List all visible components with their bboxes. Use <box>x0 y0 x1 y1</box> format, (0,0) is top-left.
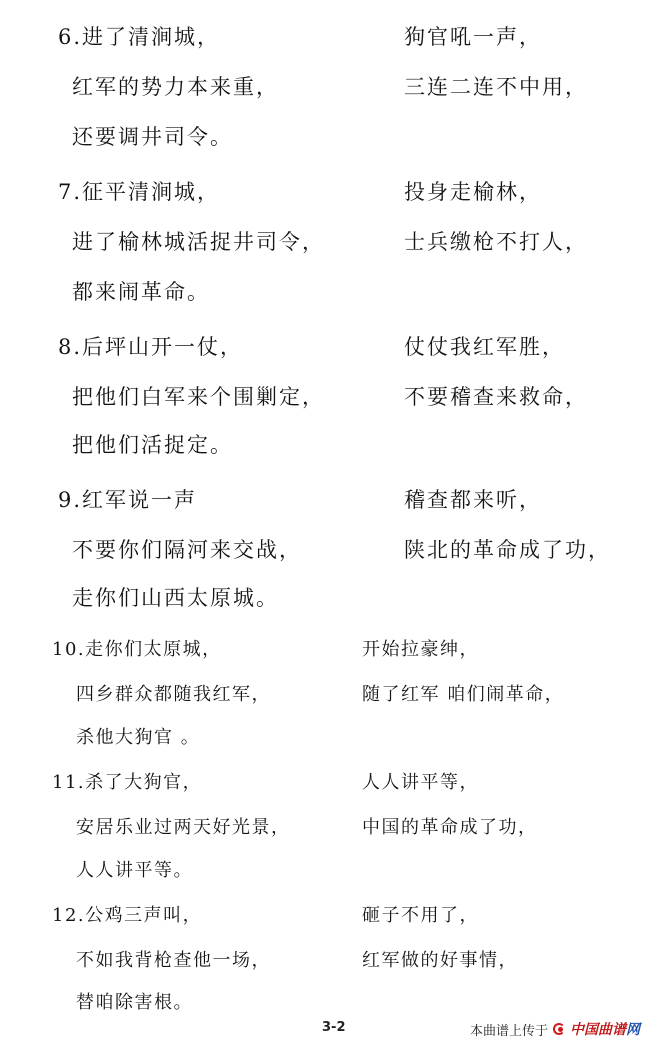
verse-number: 8. <box>58 335 83 359</box>
verse-9-right-2: 陕北的革命成了功， <box>404 538 611 562</box>
verse-text: 红军说一声 <box>82 488 198 512</box>
verse-7-right-1: 投身走榆林， <box>404 180 542 204</box>
verse-number: 9. <box>58 488 83 512</box>
verse-11-line-1 <box>52 774 202 792</box>
verse-9-line-1 <box>58 490 197 511</box>
verse-8-right-2: 不要稽查来救命， <box>404 385 588 409</box>
verse-6-line-1 <box>58 27 220 48</box>
verse-12-right-2: 红军做的好事情， <box>362 950 518 971</box>
verse-6-right-1: 狗官吼一声， <box>404 25 542 49</box>
credit-text: 本曲谱上传于 <box>470 1023 549 1039</box>
verse-8-line-2: 把他们白军来个围剿定， <box>72 385 325 409</box>
verse-11-line-3: 人人讲平等。 <box>76 860 193 881</box>
verse-number: 11. <box>52 772 86 793</box>
upload-credit <box>470 1019 640 1039</box>
verse-7-right-2: 士兵缴枪不打人， <box>404 230 588 254</box>
verse-6-line-3: 还要调井司令。 <box>72 125 233 149</box>
verse-10-right-1: 开始拉豪绅， <box>362 639 479 660</box>
verse-text: 进了清涧城， <box>82 25 221 49</box>
verse-8-line-1 <box>58 337 243 358</box>
verse-7-line-3: 都来闹革命。 <box>72 280 210 304</box>
verse-text: 走你们太原城， <box>85 639 222 660</box>
verse-10-line-1 <box>52 641 222 659</box>
verse-number: 10. <box>52 639 86 660</box>
site-name-part-1: 中国 <box>570 1022 599 1038</box>
verse-7-line-2: 进了榆林城活捉井司令， <box>72 230 325 254</box>
site-name[interactable] <box>570 1019 640 1039</box>
verse-6-line-2: 红军的势力本来重， <box>72 75 279 99</box>
verse-12-line-2: 不如我背枪查他一场， <box>76 950 271 971</box>
verse-10-right-2: 随了红军 咱们闹革命， <box>362 684 565 705</box>
page-number: 3-2 <box>322 1020 346 1035</box>
verse-8-line-3: 把他们活捉定。 <box>72 433 233 457</box>
verse-11-right-2: 中国的革命成了功， <box>362 817 538 838</box>
verse-12-line-3: 替咱除害根。 <box>76 992 193 1013</box>
verse-number: 7. <box>58 180 83 204</box>
verse-10-line-2: 四乡群众都随我红军， <box>76 684 271 705</box>
verse-text: 征平清涧城， <box>82 180 221 204</box>
verse-text: 公鸡三声叫， <box>85 905 203 926</box>
verse-12-right-1: 砸子不用了， <box>362 905 479 926</box>
site-name-part-2: 曲谱 <box>598 1022 627 1038</box>
verse-text: 后坪山开一仗， <box>82 335 244 359</box>
verse-9-line-3: 走你们山西太原城。 <box>72 586 279 610</box>
verse-10-line-3: 杀他大狗官 。 <box>76 727 201 748</box>
verse-number: 6. <box>58 25 83 49</box>
verse-6-right-2: 三连二连不中用， <box>404 75 588 99</box>
verse-8-right-1: 仗仗我红军胜， <box>404 335 565 359</box>
verse-9-line-2: 不要你们隔河来交战， <box>72 538 302 562</box>
verse-text: 杀了大狗官， <box>85 772 203 793</box>
verse-7-line-1 <box>58 182 220 203</box>
verse-11-right-1: 人人讲平等， <box>362 772 479 793</box>
site-name-part-3: 网 <box>626 1022 641 1038</box>
site-logo-icon <box>552 1021 568 1037</box>
verse-number: 12. <box>52 905 86 926</box>
verse-11-line-2: 安居乐业过两天好光景， <box>76 817 291 838</box>
verse-12-line-1 <box>52 907 202 925</box>
verse-9-right-1: 稽查都来听， <box>404 488 542 512</box>
